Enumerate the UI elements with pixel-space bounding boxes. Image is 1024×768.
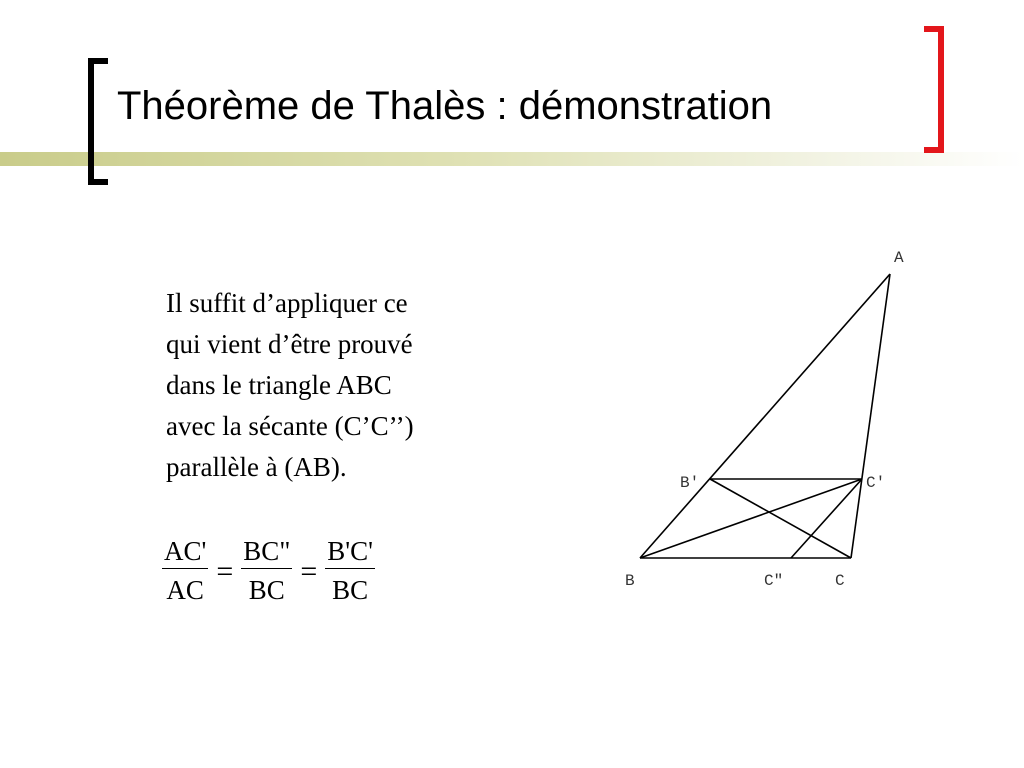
label-b: B [625,572,635,590]
equals-sign: = [216,555,234,588]
left-bracket-decoration [86,58,110,185]
fraction-bar [241,568,292,569]
denominator: BC [332,574,369,605]
right-bracket-decoration [922,26,946,153]
numerator: B'C' [327,535,374,566]
label-c-prime: C' [866,474,886,492]
label-b-prime: B' [680,474,700,492]
title-underline-bar [0,152,1024,166]
thales-triangle-figure [610,240,910,600]
explanation-line: dans le triangle ABC [166,370,392,400]
explanation-line: avec la sécante (C’C’’) [166,411,414,441]
explanation-line: Il suffit d’appliquer ce [166,288,408,318]
label-c-double-prime: C" [764,572,784,590]
fraction-bar [325,568,375,569]
denominator: AC [166,574,204,605]
label-c: C [835,572,845,590]
explanation-line: parallèle à (AB). [166,452,347,482]
fraction-bar [162,568,208,569]
fraction-bprime-cprime-over-bc [323,535,377,610]
segment-ac [851,274,890,558]
equals-sign: = [300,555,318,588]
denominator: BC [248,574,285,605]
fraction-bc-double-prime-over-bc [239,535,294,610]
explanation-text [166,283,496,488]
numerator: AC' [164,535,207,566]
ratio-formula [160,532,377,612]
label-a: A [894,249,904,267]
segment-ab [640,274,890,558]
slide-title: Théorème de Thalès : démonstration [117,84,773,128]
numerator: BC" [243,535,291,566]
fraction-ac-prime-over-ac [160,535,210,610]
explanation-line: qui vient d’être prouvé [166,329,413,359]
